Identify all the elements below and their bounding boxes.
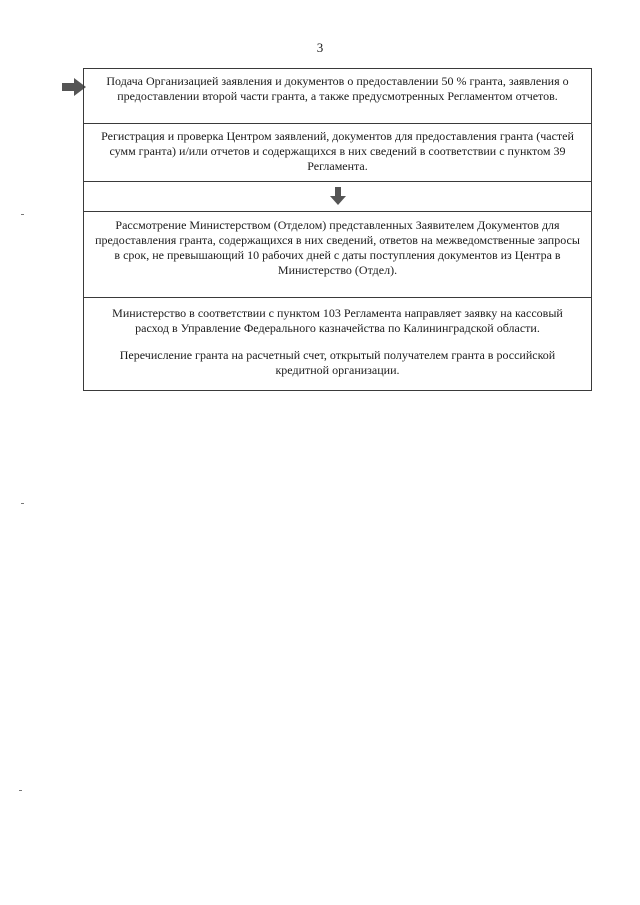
scan-speck (19, 790, 22, 791)
scan-speck (21, 503, 24, 504)
flow-step-payment (84, 298, 591, 390)
flow-connector (84, 182, 591, 212)
scan-speck (21, 214, 24, 215)
flow-step-registration (84, 124, 591, 182)
flow-step-text: Министерство в соответствии с пунктом 103 Регламента направляет заявку на кассовый расход в Управление Федерального казначейства по Калининградской области. (112, 306, 563, 335)
flowchart (83, 68, 592, 391)
flow-step-text: Перечисление гранта на расчетный счет, открытый получателем гранта в российской кредитной организации. (119, 348, 556, 377)
flow-step-text: Подача Организацией заявления и документов о предоставлении 50 % гранта, заявления о предоставлении второй части гранта, а также предусмотренных Регламентом отчетов. (106, 74, 569, 103)
flow-step-text: Регистрация и проверка Центром заявлений, документов для предоставления гранта (частей сумм гранта) и/или отчетов и содержащихся в них сведений в соответствии с пунктом 39 Регламента. (101, 129, 574, 173)
flow-step-submission (84, 69, 591, 124)
down-arrow-icon (330, 187, 346, 205)
flow-step-review (84, 212, 591, 298)
page-number: 3 (316, 40, 324, 55)
flow-step-text: Рассмотрение Министерством (Отделом) представленных Заявителем Документов для предоставления гранта, содержащихся в них сведений, ответов на межведомственные запросы в срок, не превышающий 10 рабочих дней с даты поступления документов из Центра в Министерство (Отдел). (95, 218, 580, 277)
